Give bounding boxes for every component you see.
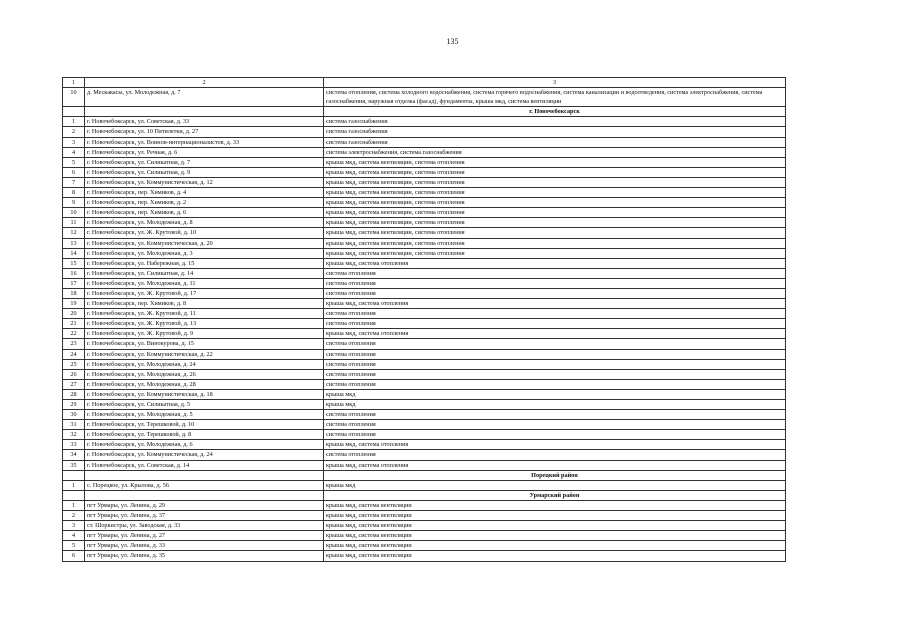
table-row	[63, 238, 786, 248]
row-address: г. Новочебоксарск, ул. Набережная, д. 15	[85, 258, 324, 268]
row-works: крыша мкд, система вентиляции, система отопления	[324, 218, 786, 228]
header-col-works: 3	[324, 78, 786, 88]
row-address: г. Новочебоксарск, ул. Ж. Крутовой, д. 13	[85, 319, 324, 329]
row-works: крыша мкд, система отопления	[324, 329, 786, 339]
row-address: г. Новочебоксарск, ул. Силикатная, д. 5	[85, 400, 324, 410]
row-number: 35	[63, 460, 85, 470]
header-col-number: 1	[63, 78, 85, 88]
table-row	[63, 420, 786, 430]
row-works: система отопления	[324, 309, 786, 319]
row-address: г. Новочебоксарск, ул. Ж. Крутовой, д. 11	[85, 309, 324, 319]
row-works: крыша мкд, система вентиляции, система отопления	[324, 167, 786, 177]
row-works: крыша мкд	[324, 400, 786, 410]
row-address: г. Новочебоксарск, ул. Ж. Крутовой, д. 10	[85, 228, 324, 238]
row-address: пгт Урмары, ул. Ленина, д. 37	[85, 511, 324, 521]
table-row	[63, 339, 786, 349]
table-row	[63, 389, 786, 399]
row-number: 24	[63, 349, 85, 359]
row-address: г. Новочебоксарск, пер. Химиков, д. 4	[85, 188, 324, 198]
row-address: пгт Урмары, ул. Ленина, д. 35	[85, 551, 324, 561]
row-works: крыша мкд, система вентиляции	[324, 541, 786, 551]
table-row	[63, 268, 786, 278]
row-number: 8	[63, 188, 85, 198]
row-address: г. Новочебоксарск, ул. Молодежная, д. 24	[85, 359, 324, 369]
row-works: крыша мкд, система отопления	[324, 460, 786, 470]
row-address: г. Новочебоксарск, ул. Коммунистическая, д. 18	[85, 389, 324, 399]
row-number: 16	[63, 268, 85, 278]
row-works: крыша мкд, система отопления	[324, 258, 786, 268]
row-address: г. Новочебоксарск, ул. Силикатная, д. 7	[85, 157, 324, 167]
row-works: крыша мкд, система вентиляции, система отопления	[324, 228, 786, 238]
table-row	[63, 440, 786, 450]
table-row	[63, 410, 786, 420]
section-heading-row	[63, 107, 786, 117]
table-row	[63, 309, 786, 319]
row-works: система отопления	[324, 349, 786, 359]
row-number: 21	[63, 319, 85, 329]
row-number: 27	[63, 379, 85, 389]
row-number: 29	[63, 400, 85, 410]
row-number: 13	[63, 238, 85, 248]
row-number: 2	[63, 127, 85, 137]
row-works: крыша мкд, система вентиляции	[324, 531, 786, 541]
row-works: система отопления, система холодного водоснабжения, система горячего водоснабжения, система канализации и водоотведения, система электроснабжения, система газоснабжения, наружная отделка (фасад), фундаменты, крыша мкд, система вентиляции	[324, 88, 786, 107]
row-works: система отопления	[324, 450, 786, 460]
section-empty-cell	[63, 470, 85, 480]
row-number: 4	[63, 531, 85, 541]
row-works: крыша мкд, система вентиляции, система отопления	[324, 208, 786, 218]
row-address: г. Новочебоксарск, ул. Ж. Крутовой, д. 9	[85, 329, 324, 339]
row-works: крыша мкд, система вентиляции, система отопления	[324, 177, 786, 187]
table-row	[63, 480, 786, 490]
table-row	[63, 127, 786, 137]
table-row	[63, 198, 786, 208]
header-col-address: 2	[85, 78, 324, 88]
table-row	[63, 329, 786, 339]
row-address: г. Новочебоксарск, ул. Речная, д. 6	[85, 147, 324, 157]
row-number: 1	[63, 480, 85, 490]
table-row	[63, 288, 786, 298]
row-address: г. Новочебоксарск, ул. Молодежная, д. 8	[85, 218, 324, 228]
row-number: 15	[63, 258, 85, 268]
row-number: 6	[63, 551, 85, 561]
section-empty-cell	[85, 490, 324, 500]
table-row	[63, 147, 786, 157]
row-address: г. Новочебоксарск, ул. Молодежная, д. 26	[85, 369, 324, 379]
row-address: г. Новочебоксарск, пер. Химиков, д. 8	[85, 299, 324, 309]
row-works: система отопления	[324, 369, 786, 379]
row-address: ст. Шоркистры, ул. Заводская, д. 33	[85, 521, 324, 531]
table-row	[63, 531, 786, 541]
section-heading-row	[63, 470, 786, 480]
table-row	[63, 228, 786, 238]
row-works: система отопления	[324, 420, 786, 430]
row-number: 17	[63, 278, 85, 288]
section-empty-cell	[63, 490, 85, 500]
table-row	[63, 541, 786, 551]
row-number: 3	[63, 521, 85, 531]
section-title: Порецкий район	[324, 470, 786, 480]
row-works: система газоснабжения	[324, 127, 786, 137]
row-works: система отопления	[324, 288, 786, 298]
table-row	[63, 208, 786, 218]
row-address: г. Новочебоксарск, ул. 10 Пятилетки, д. 27	[85, 127, 324, 137]
row-number: 11	[63, 218, 85, 228]
row-address: г. Новочебоксарск, ул. Воинов-интернационалистов, д. 33	[85, 137, 324, 147]
row-number: 31	[63, 420, 85, 430]
row-number: 6	[63, 167, 85, 177]
row-address: г. Новочебоксарск, ул. Молодежная, д. 6	[85, 440, 324, 450]
works-table	[62, 77, 786, 562]
row-number: 1	[63, 500, 85, 510]
table-row	[63, 88, 786, 107]
row-address: г. Новочебоксарск, пер. Химиков, д. 6	[85, 208, 324, 218]
table-row	[63, 359, 786, 369]
row-address: г. Новочебоксарск, ул. Советская, д. 33	[85, 117, 324, 127]
row-works: крыша мкд, система отопления	[324, 440, 786, 450]
table-body	[63, 78, 786, 562]
table-row	[63, 117, 786, 127]
table-row	[63, 430, 786, 440]
row-works: крыша мкд, система вентиляции, система отопления	[324, 157, 786, 167]
row-address: пгт Урмары, ул. Ленина, д. 33	[85, 541, 324, 551]
row-number: 26	[63, 369, 85, 379]
section-title: Урмарский район	[324, 490, 786, 500]
row-address: г. Новочебоксарск, ул. Молодежная, д. 3	[85, 248, 324, 258]
table-row	[63, 450, 786, 460]
row-works: крыша мкд, система вентиляции	[324, 551, 786, 561]
row-works: крыша мкд	[324, 389, 786, 399]
row-address: г. Новочебоксарск, ул. Силикатная, д. 14	[85, 268, 324, 278]
row-number: 4	[63, 147, 85, 157]
row-number: 20	[63, 309, 85, 319]
row-address: г. Новочебоксарск, ул. Коммунистическая, д. 12	[85, 177, 324, 187]
row-works: система отопления	[324, 278, 786, 288]
row-address: г. Новочебоксарск, ул. Терешковой, д. 8	[85, 430, 324, 440]
row-number: 19	[63, 299, 85, 309]
row-works: система отопления	[324, 339, 786, 349]
row-number: 30	[63, 410, 85, 420]
row-number: 25	[63, 359, 85, 369]
table-row	[63, 400, 786, 410]
table-row	[63, 349, 786, 359]
table-row	[63, 319, 786, 329]
row-address: г. Новочебоксарск, ул. Винокурова, д. 15	[85, 339, 324, 349]
row-number: 23	[63, 339, 85, 349]
table-row	[63, 218, 786, 228]
row-address: г. Новочебоксарск, ул. Коммунистическая, д. 20	[85, 238, 324, 248]
row-address: г. Новочебоксарск, ул. Молодежная, д. 11	[85, 278, 324, 288]
row-works: система отопления	[324, 359, 786, 369]
table-row	[63, 258, 786, 268]
table-row	[63, 157, 786, 167]
row-works: крыша мкд, система вентиляции	[324, 500, 786, 510]
row-address: г. Новочебоксарск, пер. Химиков, д. 2	[85, 198, 324, 208]
row-number: 14	[63, 248, 85, 258]
row-address: г. Новочебоксарск, ул. Коммунистическая, д. 22	[85, 349, 324, 359]
row-number: 3	[63, 137, 85, 147]
row-works: система отопления	[324, 410, 786, 420]
row-number: 18	[63, 288, 85, 298]
section-heading-row	[63, 490, 786, 500]
row-address: г. Новочебоксарск, ул. Советская, д. 14	[85, 460, 324, 470]
row-works: крыша мкд, система вентиляции, система отопления	[324, 198, 786, 208]
table-row	[63, 379, 786, 389]
row-address: г. Новочебоксарск, ул. Терешковой, д. 10	[85, 420, 324, 430]
row-address: с. Порецкое, ул. Крылова, д. 56	[85, 480, 324, 490]
row-number: 10	[63, 208, 85, 218]
table-header-row	[63, 78, 786, 88]
table-row	[63, 177, 786, 187]
table-row	[63, 167, 786, 177]
row-works: крыша мкд, система вентиляции, система отопления	[324, 248, 786, 258]
row-address: г. Новочебоксарск, ул. Ж. Крутовой, д. 17	[85, 288, 324, 298]
section-empty-cell	[85, 107, 324, 117]
section-title: г. Новочебоксарск	[324, 107, 786, 117]
row-works: крыша мкд, система вентиляции, система отопления	[324, 188, 786, 198]
section-empty-cell	[85, 470, 324, 480]
table-row	[63, 551, 786, 561]
table-row	[63, 369, 786, 379]
section-empty-cell	[63, 107, 85, 117]
table-row	[63, 511, 786, 521]
row-number: 2	[63, 511, 85, 521]
row-works: система отопления	[324, 379, 786, 389]
table-row	[63, 500, 786, 510]
row-works: система отопления	[324, 319, 786, 329]
row-number: 5	[63, 157, 85, 167]
row-address: г. Новочебоксарск, ул. Силикатная, д. 9	[85, 167, 324, 177]
row-address: г. Новочебоксарск, ул. Молодежная, д. 28	[85, 379, 324, 389]
row-address: г. Новочебоксарск, ул. Коммунистическая, д. 24	[85, 450, 324, 460]
page-number: 135	[446, 37, 459, 46]
row-address: пгт Урмары, ул. Ленина, д. 27	[85, 531, 324, 541]
row-works: система отопления	[324, 430, 786, 440]
row-works: система отопления	[324, 268, 786, 278]
row-works: крыша мкд, система вентиляции	[324, 511, 786, 521]
row-number: 7	[63, 177, 85, 187]
row-works: крыша мкд, система отопления	[324, 299, 786, 309]
row-address: д. Мескакасы, ул. Молодежная, д. 7	[85, 88, 324, 107]
row-number: 9	[63, 198, 85, 208]
table-row	[63, 137, 786, 147]
row-address: пгт Урмары, ул. Ленина, д. 29	[85, 500, 324, 510]
row-works: крыша мкд, система вентиляции, система отопления	[324, 238, 786, 248]
row-works: система электроснабжения, система газоснабжения	[324, 147, 786, 157]
table-row	[63, 521, 786, 531]
row-number: 33	[63, 440, 85, 450]
row-works: крыша мкд, система вентиляции	[324, 521, 786, 531]
table-row	[63, 278, 786, 288]
row-number: 10	[63, 88, 85, 107]
row-works: система газоснабжения	[324, 117, 786, 127]
row-number: 32	[63, 430, 85, 440]
row-number: 34	[63, 450, 85, 460]
row-address: г. Новочебоксарск, ул. Молодежная, д. 5	[85, 410, 324, 420]
table-row	[63, 460, 786, 470]
table-row	[63, 299, 786, 309]
row-works: система газоснабжения	[324, 137, 786, 147]
row-number: 5	[63, 541, 85, 551]
row-number: 1	[63, 117, 85, 127]
row-number: 28	[63, 389, 85, 399]
row-number: 22	[63, 329, 85, 339]
table-row	[63, 248, 786, 258]
table-row	[63, 188, 786, 198]
row-works: крыша мкд	[324, 480, 786, 490]
row-number: 12	[63, 228, 85, 238]
